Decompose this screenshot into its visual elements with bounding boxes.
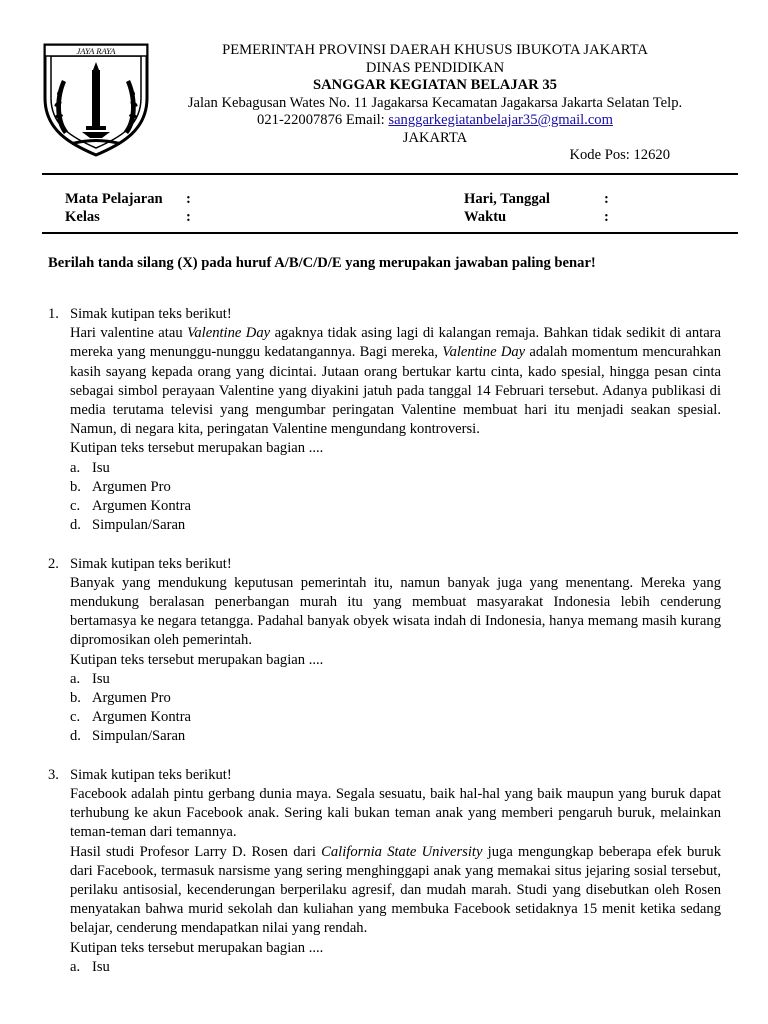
answer-option[interactable] <box>70 689 721 708</box>
passage-text: Hasil studi Profesor Larry D. Rosen dari <box>70 843 322 860</box>
answer-options <box>70 958 721 977</box>
question-list <box>48 305 721 996</box>
question-number: 1. <box>48 306 59 322</box>
question-intro: Simak kutipan teks berikut! <box>70 306 232 322</box>
answer-option[interactable] <box>70 708 721 727</box>
question-number: 3. <box>48 766 59 783</box>
option-text: Argumen Kontra <box>92 498 192 515</box>
question-passage <box>70 785 721 843</box>
passage-text: adalah momentum mencurahkan kasih sayang kepada orang yang dicintai. Jutaan orang bertukar kartu cinta, kado spesial, hingga pesan cinta sebagai simbol perayaan Valentine yang diyakini jatuh pada tanggal 14 Februari tersebut. Adanya publikasi di media terutama televisi yang mengumbar peringatan Valentine membuat hari itu menjadi seakan spesial. Namun, di negara kita, peringatan Valentine mengundang kontroversi. <box>70 344 721 438</box>
passage-text: agaknya tidak asing lagi di kalangan remaja. Bahkan tidak sedikit di antara mereka yang menunggu-nunggu kedatangannya. Bagi mereka, <box>70 325 722 361</box>
question-passage <box>70 843 721 939</box>
letterhead-institution: SANGGAR KEGIATAN BELAJAR 35 <box>313 77 557 93</box>
letterhead-department: DINAS PENDIDIKAN <box>365 59 505 76</box>
colon: : <box>604 191 609 207</box>
answer-options <box>70 670 721 747</box>
question-prompt: Kutipan teks tersebut merupakan bagian .... <box>70 440 324 457</box>
meta-right <box>464 191 624 226</box>
option-text: Simpulan/Saran <box>92 517 186 534</box>
question-number: 2. <box>48 555 59 572</box>
passage-text: Facebook adalah pintu gerbang dunia maya. Segala sesuatu, baik hal-hal yang baik maupun yang buruk dapat terhubung ke akun Facebook anak. Sering kali bukan teman anak yang memberi pengaruh buruk, melainkan teman-teman dari temannya. <box>70 786 721 841</box>
option-letter: a. <box>70 958 81 975</box>
option-text: Isu <box>92 670 110 687</box>
meta-left <box>65 191 215 226</box>
answer-option[interactable] <box>70 478 721 497</box>
question-intro: Simak kutipan teks berikut! <box>70 766 232 783</box>
question-prompt: Kutipan teks tersebut merupakan bagian .... <box>70 651 324 668</box>
jakarta-coat-of-arms-logo <box>42 42 150 158</box>
passage-text: Hari valentine atau <box>70 325 188 342</box>
waktu-label: Waktu <box>464 208 507 225</box>
option-letter: d. <box>70 728 81 745</box>
option-letter: a. <box>70 670 81 687</box>
passage-text: Banyak yang mendukung keputusan pemerintah itu, namun banyak juga yang menentang. Mereka yang mendukung beralasan penerbangan murah itu yang membuat masyarakat Indonesia lebih cenderung bertamasya ke negara tetangga. Padahal banyak obyek wisata indah di Indonesia, hanya memang masih kurang dipromosikan oleh pemerintah. <box>70 574 721 649</box>
instruction-text: Berilah tanda silang (X) pada huruf A/B/C/D/E yang merupakan jawaban paling benar! <box>48 255 596 271</box>
option-text: Argumen Pro <box>92 690 171 707</box>
letterhead-address: Jalan Kebagusan Wates No. 11 Jagakarsa Kecamatan Jagakarsa Jakarta Selatan Telp. <box>187 94 683 111</box>
italic-term: Valentine Day <box>187 325 271 342</box>
option-letter: c. <box>70 709 81 726</box>
answer-option[interactable] <box>70 459 721 478</box>
answer-option[interactable] <box>70 958 721 977</box>
option-letter: b. <box>70 690 81 707</box>
option-letter: b. <box>70 478 81 495</box>
question-passage <box>70 574 721 651</box>
mata-pelajaran-label: Mata Pelajaran <box>65 191 163 207</box>
answer-option[interactable] <box>70 727 721 746</box>
question-passage <box>70 324 721 439</box>
colon: : <box>186 191 191 207</box>
answer-option[interactable] <box>70 497 721 516</box>
option-letter: d. <box>70 517 81 534</box>
question-item <box>48 555 721 747</box>
italic-term: Valentine Day <box>442 344 526 361</box>
colon: : <box>186 208 191 225</box>
email-link[interactable]: sanggarkegiatanbelajar35@gmail.com <box>388 112 613 128</box>
option-text: Simpulan/Saran <box>92 728 186 745</box>
option-text: Argumen Kontra <box>92 709 192 726</box>
colon: : <box>604 208 609 225</box>
option-letter: c. <box>70 498 81 515</box>
option-text: Isu <box>92 958 110 975</box>
letterhead-postal-code: Kode Pos: 12620 <box>569 147 670 163</box>
letterhead-contact <box>150 112 720 130</box>
letterhead-city: JAKARTA <box>402 129 468 146</box>
meta-divider <box>42 232 738 234</box>
answer-option[interactable] <box>70 670 721 689</box>
option-text: Argumen Pro <box>92 478 171 495</box>
italic-term: California State University <box>321 843 483 860</box>
question-prompt: Kutipan teks tersebut merupakan bagian .... <box>70 939 324 956</box>
question-item <box>48 305 721 535</box>
letterhead <box>150 42 720 165</box>
answer-options <box>70 459 721 536</box>
answer-option[interactable] <box>70 516 721 535</box>
option-text: Isu <box>92 459 110 476</box>
question-intro: Simak kutipan teks berikut! <box>70 555 232 572</box>
letterhead-government: PEMERINTAH PROVINSI DAERAH KHUSUS IBUKOTA JAKARTA <box>222 42 648 58</box>
passage-text: juga mengungkap beberapa efek buruk dari Facebook, termasuk narsisme yang sering menghinggapi anak yang memakai situs jejaring sosial tersebut, perilaku antisosial, kecenderungan berperilaku agresif, dan mudah marah. Studi yang disebutkan oleh Rosen menyatakan bahwa murid sekolah dan kuliahan yang membuka Facebook setidaknya 15 menit ketika sedang belajar, cenderung mendapatkan nilai yang rendah. <box>70 843 721 937</box>
kelas-label: Kelas <box>65 208 100 225</box>
header-divider <box>42 173 738 175</box>
option-letter: a. <box>70 459 81 476</box>
letterhead-phone: 021-22007876 Email: <box>257 112 389 128</box>
hari-tanggal-label: Hari, Tanggal <box>464 191 550 207</box>
logo-motto: JAYA RAYA <box>76 46 116 56</box>
question-item <box>48 766 721 977</box>
